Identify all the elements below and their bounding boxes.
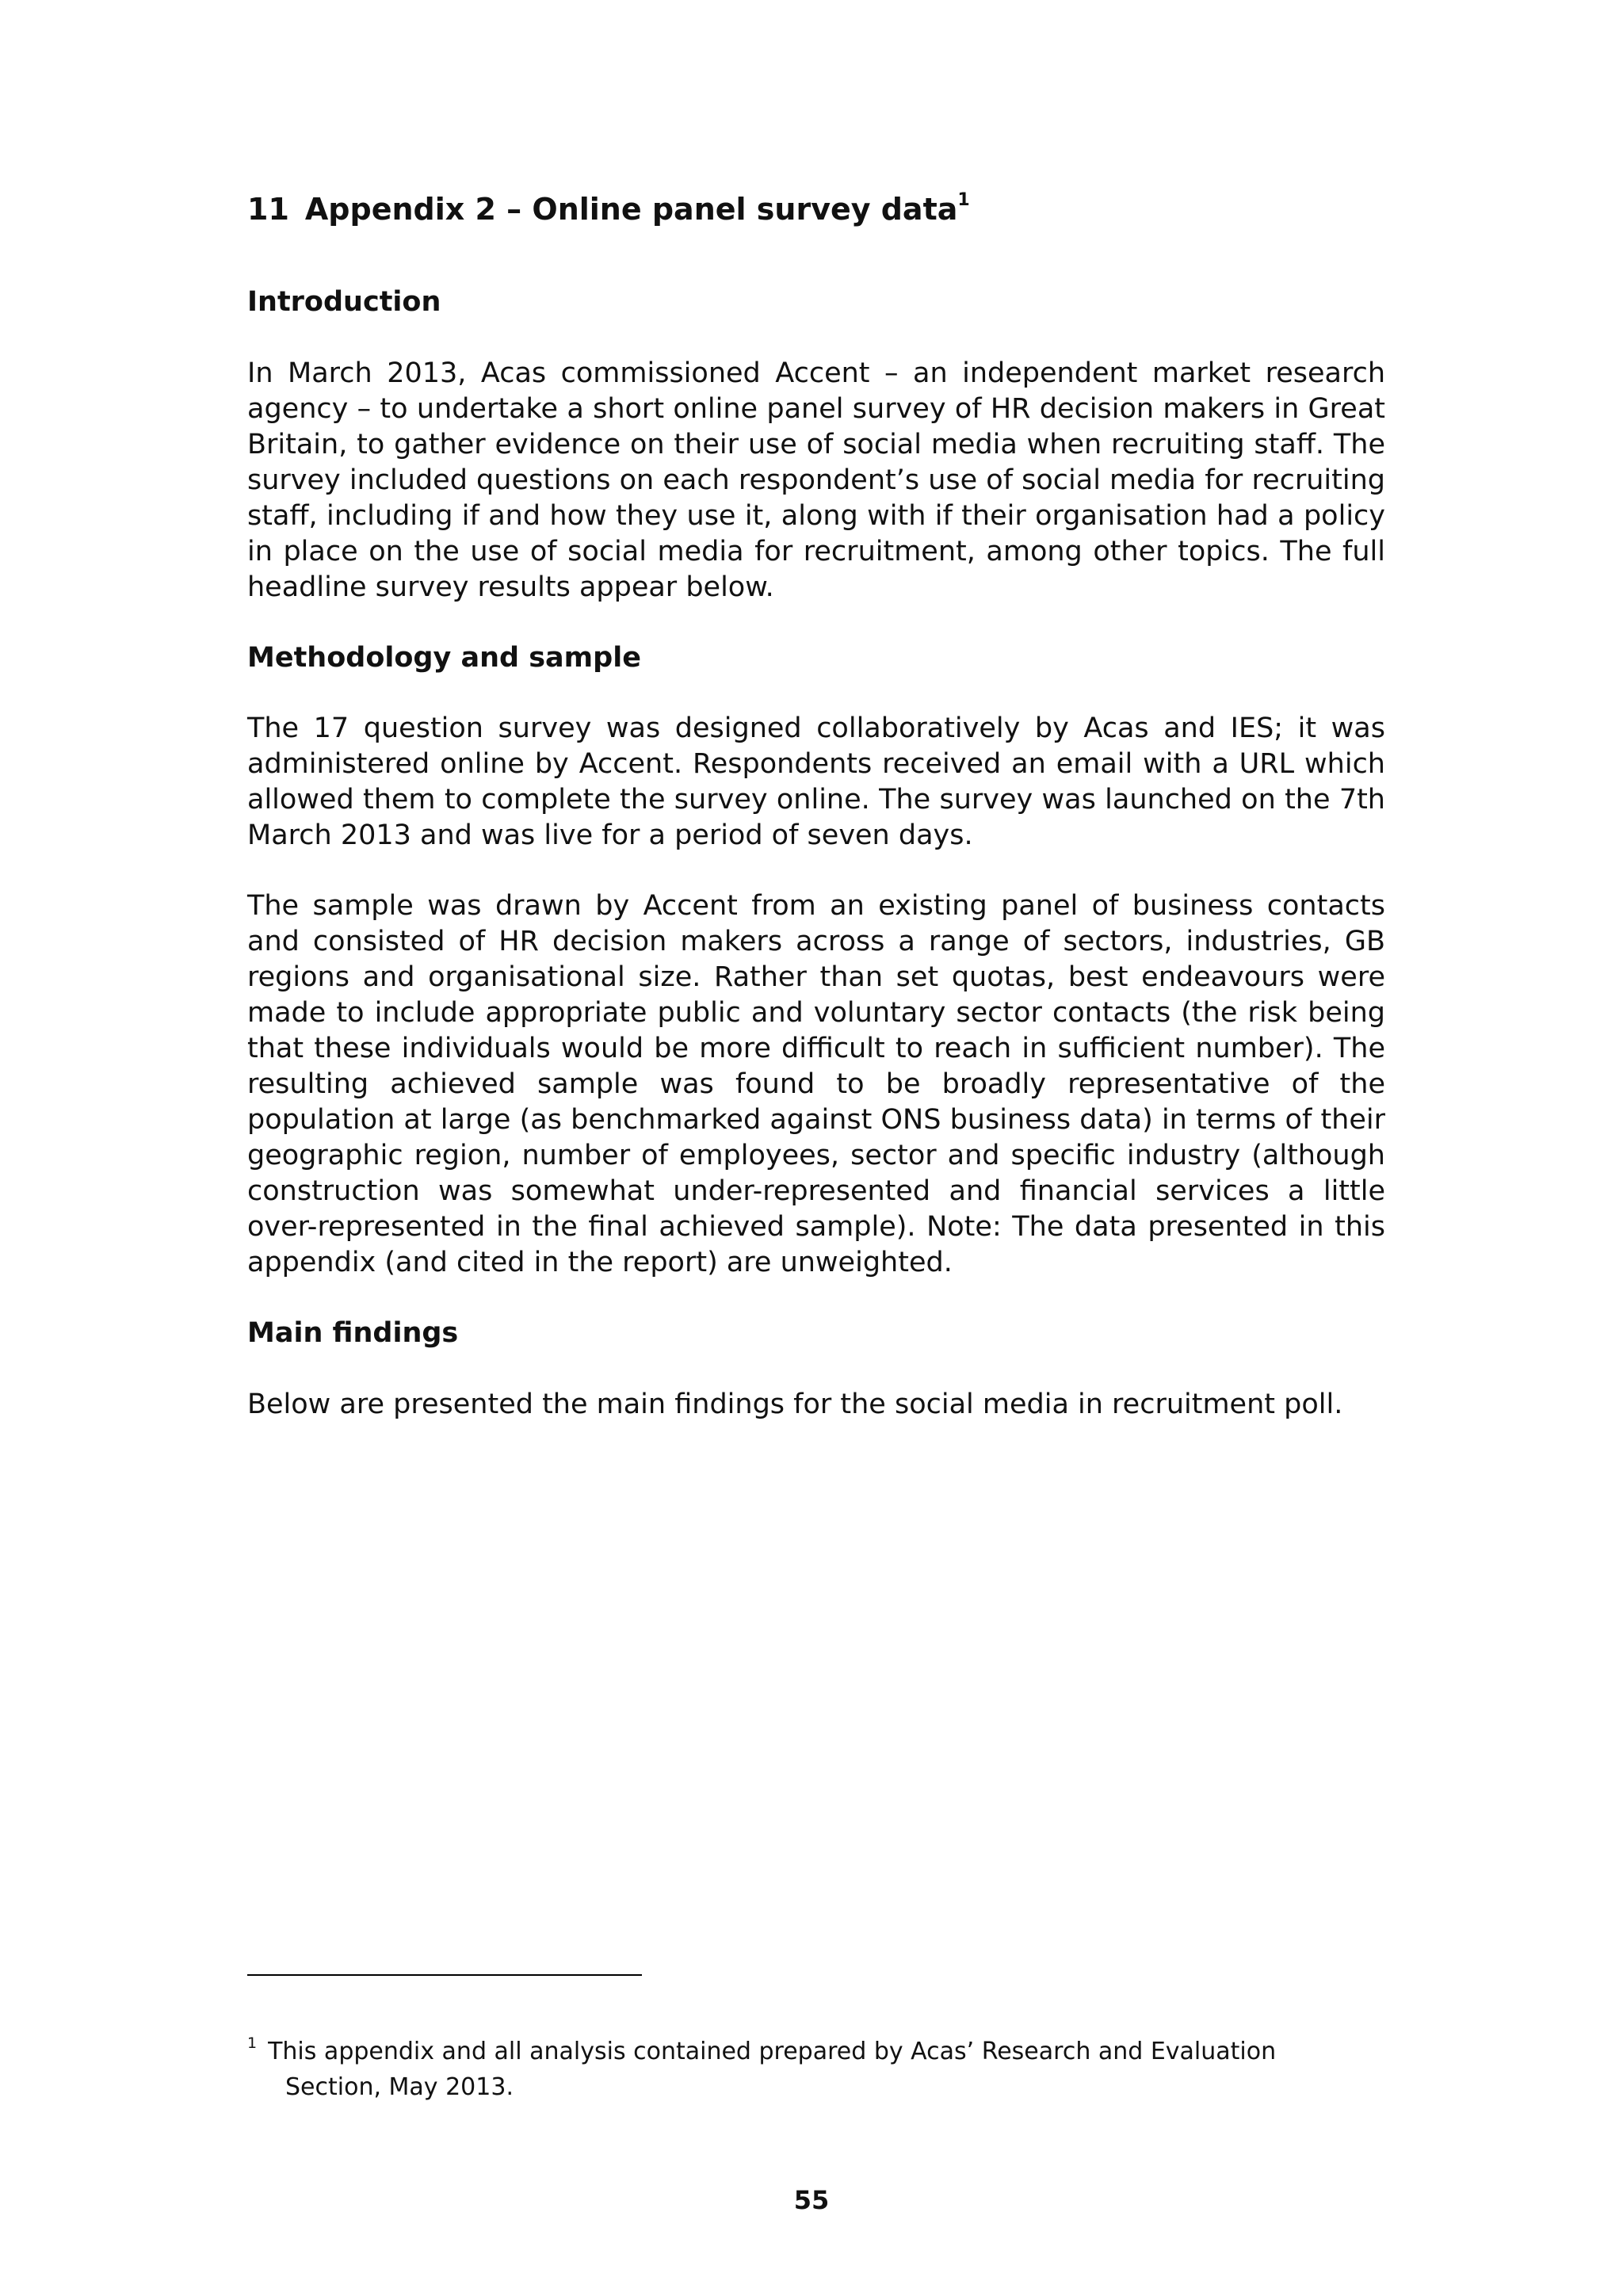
methodology-heading: Methodology and sample bbox=[247, 641, 641, 674]
footnote-text-line-2: Section, May 2013. bbox=[285, 2073, 514, 2101]
introduction-paragraph: In March 2013, Acas commissioned Accent – an independent market research agency – to undertake a short online panel survey of HR decision makers in Great Britain, to gather evidence on their use of social media when recruiting staff. The survey included questions on each respondent’s use of social media for recruiting staff, including if and how they use it, along with if their organisation had a policy in place on the use of social media for recruitment, among other topics. The full headline survey results appear below. bbox=[247, 357, 1385, 603]
section-number: 11 bbox=[247, 192, 289, 227]
footnote-mark: 1 bbox=[247, 2034, 258, 2052]
page-number: 55 bbox=[793, 2185, 830, 2215]
footnote-text-line-1: This appendix and all analysis contained prepared by Acas’ Research and Evaluation bbox=[268, 2038, 1277, 2065]
methodology-paragraph-2: The sample was drawn by Accent from an existing panel of business contacts and consisted of HR decision makers across a range of sectors, industries, GB regions and organisational size. Rather than set quotas, best endeavours were made to include appropriate public and voluntary sector contacts (the risk being that these individuals would be more difficult to reach in sufficient number). The resulting achieved sample was found to be broadly representative of the population at large (as benchmarked against ONS business data) in terms of their geographic region, number of employees, sector and specific industry (although construction was somewhat under-represented and financial services a little over-represented in the final achieved sample). Note: The data presented in this appendix (and cited in the report) are unweighted. bbox=[247, 890, 1385, 1279]
section-heading bbox=[247, 190, 1385, 229]
methodology-paragraph-1: The 17 question survey was designed collaboratively by Acas and IES; it was administered online by Accent. Respondents received an email with a URL which allowed them to complete the survey online. The survey was launched on the 7th March 2013 and was live for a period of seven days. bbox=[247, 712, 1385, 852]
main-findings-paragraph: Below are presented the main findings for the social media in recruitment poll. bbox=[247, 1388, 1343, 1420]
footnote bbox=[247, 2034, 1385, 2105]
page-content bbox=[247, 190, 1385, 1457]
section-title: Appendix 2 – Online panel survey data bbox=[304, 192, 958, 227]
introduction-heading: Introduction bbox=[247, 286, 441, 319]
footnote-reference[interactable]: 1 bbox=[957, 190, 970, 210]
main-findings-heading: Main findings bbox=[247, 1317, 459, 1350]
footnote-divider bbox=[247, 1974, 642, 1976]
